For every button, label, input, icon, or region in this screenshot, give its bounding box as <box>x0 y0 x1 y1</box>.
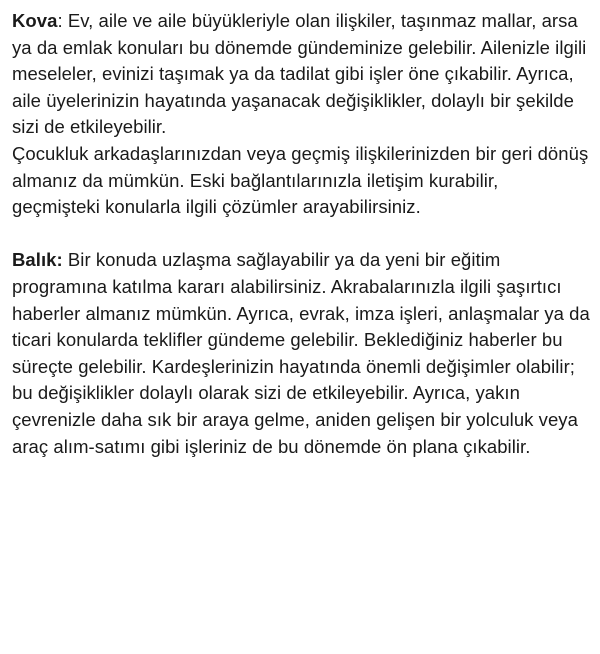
sign-colon: : <box>57 10 63 31</box>
kova-paragraph-2: Çocukluk arkadaşlarınızdan veya geçmiş ilişkilerinizden bir geri dönüş almanız da mümkün. Eski bağlantılarınızla iletişim kurabilir, geçmişteki konularla ilgili çözümler arayabilirsiniz. <box>12 142 589 218</box>
sign-name: Balık: <box>12 249 63 271</box>
sign-section-kova <box>12 8 590 221</box>
balik-paragraph-1 <box>12 247 590 460</box>
horoscope-article <box>12 8 590 460</box>
kova-paragraph-1 <box>12 8 590 141</box>
sign-section-balik <box>12 247 590 460</box>
section-spacer <box>12 221 590 248</box>
kova-text-1: Ev, aile ve aile büyükleriyle olan ilişkiler, taşınmaz mallar, arsa ya da emlak konuları bu dönemde gündeminize gelebilir. Ailenizle ilgili meseleler, evinizi taşımak ya da tadilat gibi işler öne çıkabilir. Ayrıca, aile üyelerinizin hayatında yaşanacak değişiklikler, dolaylı bir şekilde sizi de etkileyebilir. <box>12 10 587 138</box>
sign-name: Kova <box>12 10 58 31</box>
balik-text-1: Bir konuda uzlaşma sağlayabilir ya da yeni bir eğitim programına katılma kararı alabilirsiniz. Akrabalarınızla ilgili şaşırtıcı haberler almanız mümkün. Ayrıca, evrak, imza işleri, anlaşmalar ya da ticari konularda teklifler gündeme gelebilir. Beklediğiniz haberler bu süreçte gelebilir. Kardeşlerinizin hayatında önemli değişimler olabilir; bu değişiklikler dolaylı olarak sizi de etkileyebilir. Ayrıca, yakın çevrenizle daha sık bir araya gelme, aniden gelişen bir yolculuk veya araç alım-satımı gibi işleriniz de bu dönemde ön plana çıkabilir. <box>12 249 590 457</box>
